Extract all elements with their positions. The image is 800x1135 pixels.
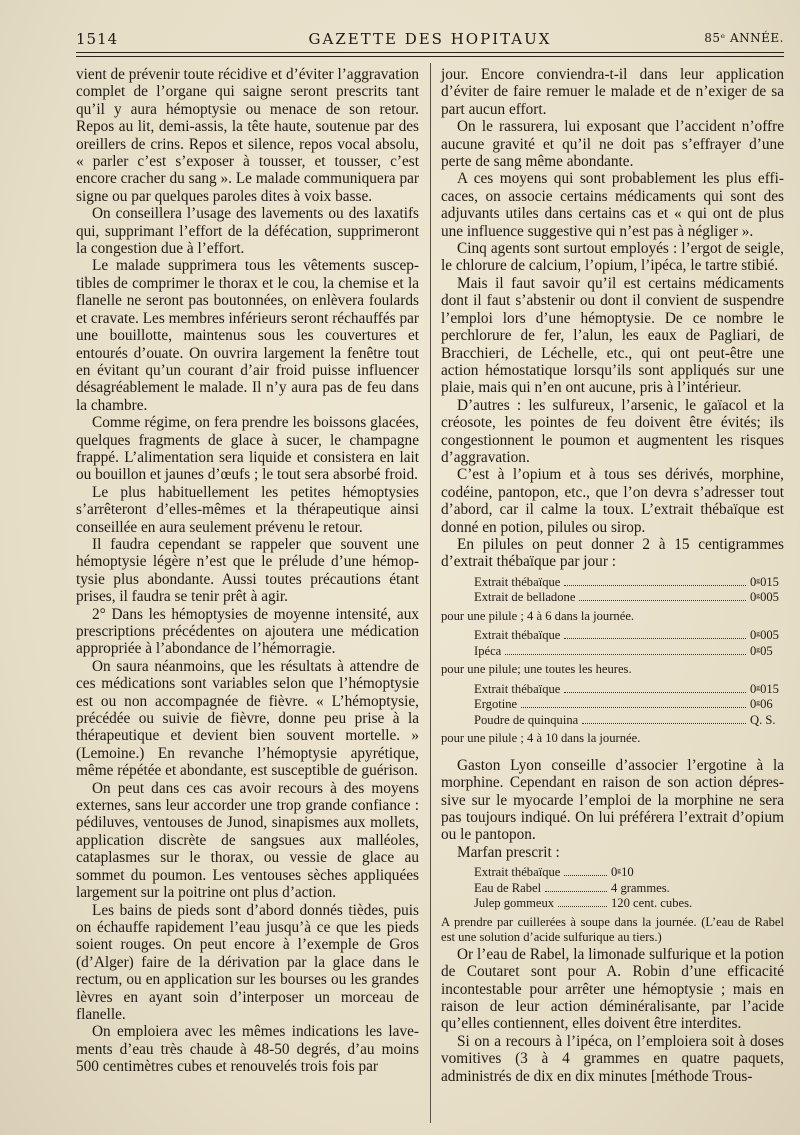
prescription-line <box>441 628 784 644</box>
page-header <box>76 28 784 50</box>
ingredient-quantity: 0ᵍ015 <box>750 574 779 589</box>
ingredient-quantity: 0ᵍ10 <box>611 865 634 880</box>
paragraph: Gaston Lyon conseille d’associer l’ergotine à la morphine. Cependant en raison de son action dépressive sur le myocarde l’emploi de la morphine ne sera pas toujours indiqué. On lui préférera l’extrait d’opium ou le pantopon. <box>441 756 784 844</box>
prescription-line <box>441 865 699 881</box>
right-column <box>441 66 784 1085</box>
prescription-note: A prendre par cuillerées à soupe dans la journée. (L’eau de Rabel est une solution d’acide sulfurique au tiers.) <box>441 914 784 945</box>
paragraph: Les bains de pieds sont d’abord donnés tièdes, puis on échauffe rapidement l’eau jusqu’à ce que les pieds soient rouges. On peut encore à l’exemple de Gros (d’Alger) faire de la dérivation par la glace dans le rectum, ou en application sur les bourses ou les grandes lèvres en ayant soin d’interposer un morceau de flanelle. <box>76 901 419 1023</box>
marfan-prescription <box>441 865 784 912</box>
journal-title: GAZETTE DES HOPITAUX <box>308 30 552 48</box>
prescription-line <box>441 575 784 591</box>
ingredient-name: Poudre de quinquina <box>474 712 579 727</box>
paragraph: C’est à l’opium et à tous ses dérivés, morphine, codéine, pantopon, etc., que l’on devra s’adresser tout d’abord, car il calme la toux. L’extrait thébaïque est donné en potion, pilules ou sirop. <box>441 466 784 536</box>
leader-dots <box>558 906 607 907</box>
ingredient-name: Julep gommeux <box>474 896 555 911</box>
paragraph: Mais il faut savoir qu’il est certains médicaments dont il faut s’abstenir ou dont il convient de suspendre l’emploi lors d’une hémoptysie. De ce nombre le perchlorure de fer, l’alun, les eaux de Pagliari, de Bracchieri, de Léchelle, etc., qui ont peut-être une action hémostatique lorsqu’ils sont appliqués sur une plaie, mais qui n’en ont aucune, pris à l’intérieur. <box>441 274 784 397</box>
paragraph: 2° Dans les hémoptysies de moyenne intensité, aux prescriptions précédentes on ajoutera une médication appropriée à l’abondance de l’hémorragie. <box>76 605 419 658</box>
prescription-line <box>441 881 699 897</box>
paragraph: Comme régime, on fera prendre les boissons glacées, quelques fragments de glace à sucer, le champagne frappé. L’alimentation sera liquide et consistera en lait ou bouillon et jaunes d’œufs ; le tout sera absorbé froid. <box>76 414 419 484</box>
ingredient-quantity: 4 grammes. <box>611 880 670 895</box>
ingredient-quantity: 0ᵍ05 <box>750 643 773 658</box>
ingredient-quantity: 0ᵍ005 <box>750 590 779 605</box>
ingredient-name: Extrait de belladone <box>474 590 576 605</box>
prescription-line <box>441 644 784 660</box>
paragraph: On peut dans ces cas avoir recours à des moyens externes, sans leur accorder une trop grande confiance : pédiluves, ventouses de Junod, sinapismes aux mollets, application discrète de sangsues aux malléoles, cataplasmes sur le thorax, ou vessie de glace au sommet du poumon. Les ventouses sèches appliquées largement sur la poitrine ont plus d’action. <box>76 779 419 902</box>
leader-dots <box>564 692 746 693</box>
paragraph: Si on a recours à l’ipéca, on l’emploiera soit à doses vomitives (3 à 4 grammes en quatre paquets, administrés de dix en dix minutes [méthode Trous- <box>441 1032 784 1085</box>
prescription-line <box>441 682 784 698</box>
prescription-line <box>441 697 784 713</box>
prescription-2 <box>441 628 784 659</box>
header-rule-top <box>76 52 784 53</box>
paragraph: Or l’eau de Rabel, la limonade sulfurique et la potion de Coutaret sont pour A. Robin d’une efficacité incontestable pour arrêter une hémoptysie ; mais en raison de leur action déminéralisante, par l’acide qu’elles contiennent, elles doivent être interdites. <box>441 945 784 1033</box>
header-rule-bottom <box>76 56 784 57</box>
ingredient-quantity: 0ᵍ005 <box>750 628 779 643</box>
ingredient-quantity: 0ᵍ015 <box>750 681 779 696</box>
ingredient-name: Ergotine <box>474 697 518 712</box>
ingredient-quantity: Q. S. <box>750 712 776 727</box>
paragraph: Le malade supprimera tous les vêtements susceptibles de comprimer le thorax et le cou, la chemise et la flanelle ne seront pas boutonnées, on enlèvera foulards et cravate. Les membres inférieurs seront réchauffés par une bouillotte, maintenus sous les couvertures et entourés d’ouate. On ouvrira largement la fenêtre tout en évitant qu’un courant d’air froid puisse influencer désagréablement le malade. Il n’y aura pas de feu dans la chambre. <box>76 257 419 414</box>
prescription-3 <box>441 682 784 729</box>
paragraph: vient de prévenir toute récidive et d’éviter l’aggravation complet de l’organe qui saigne seront prescrits tant qu’il y aura hémoptysie ou menace de son retour. Repos au lit, demi-assis, la tête haute, soutenue par des oreillers de crins. Repos et silence, repos vocal absolu, « parler c’est s’exposer à tousser, et tousser, c’est encore cracher du sang ». Le malade communiquera par signe ou par quelques paroles dites à voix basse. <box>76 66 419 205</box>
paragraph: On saura néanmoins, que les résultats à attendre de ces médications sont variables selon que l’hémoptysie est ou non accompagnée de fièvre. « L’hémoptysie, précédée ou suivie de fièvre, donne peu prise à la thérapeutique et devient bien souvent mortelle. » (Lemoine.) En revanche l’hémoptysie apyrétique, même répétée et abondante, est susceptible de guérison. <box>76 657 419 780</box>
leader-dots <box>521 707 746 708</box>
ingredient-name: Eau de Rabel <box>474 880 542 895</box>
ingredient-name: Extrait thébaïque <box>474 574 561 589</box>
column-divider <box>430 63 431 1123</box>
prescription-line <box>441 896 699 912</box>
paragraph: D’autres : les sulfureux, l’arsenic, le gaïacol et la créosote, les pointes de feu doivent être évités; ils congestionnent le poumon et augmentent les risques d’aggravation. <box>441 396 784 466</box>
paragraph: Il faudra cependant se rappeler que souvent une hémoptysie légère n’est que le prélude d’une hémoptysie plus abondante. Aussi toutes précautions étant prises, il faudra se tenir prêt à agir. <box>76 535 419 606</box>
prescription-note: pour une pilule; une toutes les heures. <box>441 662 632 677</box>
paragraph: En pilules on peut donner 2 à 15 centigrammes d’extrait thébaïque par jour : <box>441 535 784 571</box>
left-column <box>76 66 419 1076</box>
prescription-note: pour une pilule ; 4 à 6 dans la journée. <box>441 608 635 623</box>
paragraph: On le rassurera, lui exposant que l’accident n’offre aucune gravité et qu’il ne doit pas s’effrayer d’une perte de sang même abondante. <box>441 118 784 171</box>
paragraph: Marfan prescrit : <box>457 843 560 861</box>
leader-dots <box>505 654 746 655</box>
paragraph: Cinq agents sont surtout employés : l’ergot de seigle, le chlorure de calcium, l’opium, l’ipéca, le tartre stibié. <box>441 240 784 275</box>
prescription-line <box>441 590 784 606</box>
prescription-note: pour une pilule ; 4 à 10 dans la journée. <box>441 731 641 746</box>
paragraph: On emploiera avec les mêmes indications les lavements d’eau très chaude à 48-50 degrés, d’au moins 500 centimètres cubes et renouvelés trois fois par <box>76 1023 419 1076</box>
leader-dots <box>564 875 607 876</box>
leader-dots <box>564 638 746 639</box>
leader-dots <box>545 891 607 892</box>
ingredient-name: Extrait thébaïque <box>474 865 561 880</box>
leader-dots <box>582 723 746 724</box>
paragraph: Le plus habituellement les petites hémoptysies s’arrêteront d’elles-mêmes et la thérapeutique ainsi conseillée en aura seulement prévenu le retour. <box>76 483 419 536</box>
paragraph: jour. Encore conviendra-t-il dans leur application d’éviter de faire remuer le malade et de n’exiger de sa part aucun effort. <box>441 66 784 118</box>
prescription-line <box>441 713 784 729</box>
ingredient-name: Extrait thébaïque <box>474 681 561 696</box>
leader-dots <box>564 585 746 586</box>
paragraph: On conseillera l’usage des lavements ou des laxatifs qui, supprimant l’effort de la défécation, supprimeront la congestion due à l’effort. <box>76 205 419 258</box>
ingredient-quantity: 120 cent. cubes. <box>611 896 693 911</box>
spacer <box>441 747 784 757</box>
prescription-1 <box>441 575 784 606</box>
ingredient-name: Ipéca <box>474 643 502 658</box>
ingredient-quantity: 0ᵍ06 <box>750 697 773 712</box>
paragraph: A ces moyens qui sont probablement les plus efficaces, on associe certains médicaments qui sont des adjuvants utiles dans certains cas et « qui ont de plus une influence suggestive qui n’est pas à négliger ». <box>441 170 784 240</box>
ingredient-name: Extrait thébaïque <box>474 628 561 643</box>
journal-year: 85ᵉ ANNÉE. <box>704 31 784 45</box>
page-number: 1514 <box>76 30 119 48</box>
leader-dots <box>579 600 746 601</box>
